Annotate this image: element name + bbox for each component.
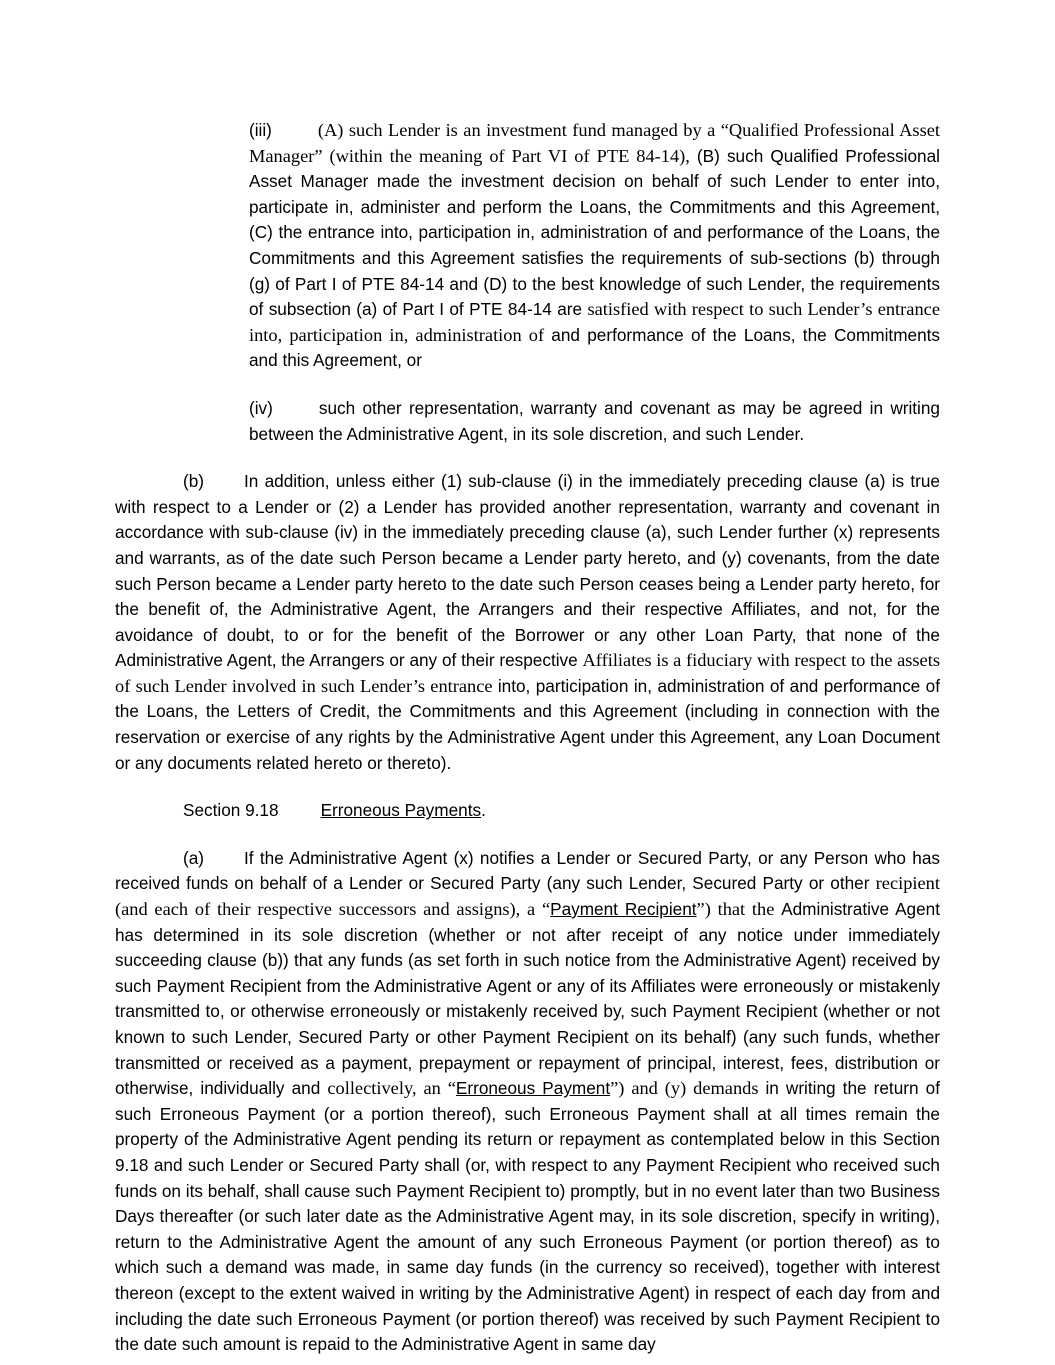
document-body — [115, 118, 940, 1358]
clause-b-text-2: Affiliates is a fiduciary with respect to the assets of such Lender involved in such Lender’s entrance — [115, 650, 940, 696]
clause-marker-iv: (iv) — [249, 397, 273, 418]
paragraph-clause-b — [115, 469, 940, 776]
clause-iii-text-1: (A) such Lender is an investment fund managed by a “Qualified Professional Asset Manager” (within the meaning of Part VI of PTE 84-14), — [249, 120, 940, 166]
clause-marker-a: (a) — [183, 847, 205, 868]
paragraph-clause-iv — [249, 396, 940, 447]
section-number: Section 9.18 — [183, 800, 279, 821]
clause-iii-text-4: and performance of the Loans, the Commitments and this Agreement, or — [249, 324, 940, 371]
clause-a-text-7: in writing the return of such Erroneous Payment (or a portion thereof), such Erroneous Payment shall at all times remain the property of the Administrative Agent pending its return or repayment as contemplated below in this Section 9.18 and such Lender or Secured Party shall (or, with respect to any Payment Recipient who received such funds on its behalf, shall cause such Payment Recipient to) promptly, but in no event later than two Business Days thereafter (or such later date as the Administrative Agent may, in its sole discretion, specify in writing), return to the Administrative Agent the amount of any such Erroneous Payment (or portion thereof) as to which such a demand was made, in same day funds (in the currency so received), together with interest thereon (except to the extent waived in writing by the Administrative Agent) in respect of each day from and including the date such Erroneous Payment (or portion thereof) was received by such Payment Recipient to the date such amount is repaid to the Administrative Agent in same day — [115, 1078, 940, 1355]
clause-iii-text-3: satisfied with respect to such Lender’s entrance into, participation in, administration of — [249, 299, 940, 345]
clause-b-text-3: into, participation in, administration of and performance of the Loans, the Letters of Credit, the Commitments and this Agreement (including in connection with the reservation or exercise of any rights by the Administrative Agent under this Agreement, any Loan Document or any documents related hereto or thereto). — [115, 675, 940, 773]
paragraph-clause-iii — [249, 118, 940, 374]
section-heading — [115, 798, 940, 824]
clause-a-text-2: recipient (and each of their respective successors and assigns), a “ — [115, 873, 940, 920]
section-title: Erroneous Payments — [320, 800, 482, 821]
defined-term-payment-recipient: Payment Recipient — [550, 899, 697, 920]
section-title-suffix: . — [481, 800, 486, 821]
paragraph-section-clause-a — [115, 846, 940, 1358]
clause-a-text-3: ”) that the — [696, 899, 782, 920]
clause-a-text-1: If the Administrative Agent (x) notifies a Lender or Secured Party, or any Person who has received funds on behalf of a Lender or Secured Party (any such Lender, Secured Party or other — [115, 847, 940, 894]
clause-marker-b: (b) — [183, 471, 205, 492]
clause-a-text-6: ”) and (y) demands — [610, 1078, 766, 1099]
defined-term-erroneous-payment: Erroneous Payment — [455, 1078, 611, 1099]
clause-a-text-4: Administrative Agent has determined in its sole discretion (whether or not after receipt of any notice under immediately succeeding clause (b)) that any funds (as set forth in such notice from the Administrative Agent) received by such Payment Recipient from the Administrative Agent or any of its Affiliates were erroneously or mistakenly transmitted to, or otherwise erroneously or mistakenly received by, such Payment Recipient (whether or not known to such Lender, Secured Party or other Payment Recipient on its behalf) (any such funds, whether transmitted or received as a payment, prepayment or repayment of principal, interest, fees, distribution or otherwise, individually and — [115, 899, 940, 1099]
clause-iv-text-1: such other representation, warranty and covenant as may be agreed in writing between the Administrative Agent, in its sole discretion, and such Lender. — [249, 397, 940, 444]
clause-marker-iii: (iii) — [249, 120, 272, 140]
clause-b-text-1: In addition, unless either (1) sub-clause (i) in the immediately preceding clause (a) is true with respect to a Lender or (2) a Lender has provided another representation, warranty and covenant in accordance with sub-clause (iv) in the immediately preceding clause (a), such Lender further (x) represents and warrants, as of the date such Person became a Lender party hereto, and (y) covenants, from the date such Person became a Lender party hereto to the date such Person ceases being a Lender party hereto, for the benefit of, the Administrative Agent, the Arrangers and their respective Affiliates, and not, for the avoidance of doubt, to or for the benefit of the Borrower or any other Loan Party, that none of the Administrative Agent, the Arrangers or any of their respective — [115, 471, 940, 671]
clause-iii-text-2: (B) such Qualified Professional Asset Manager made the investment decision on behalf of such Lender to enter into, participate in, administer and perform the Loans, the Commitments and this Agreement, (C) the entrance into, participation in, administration of and performance of the Loans, the Commitments and this Agreement satisfies the requirements of sub-sections (b) through (g) of Part I of PTE 84-14 and (D) to the best knowledge of such Lender, the requirements of subsection (a) of Part I of PTE 84-14 are — [249, 145, 940, 320]
clause-a-text-5: collectively, an “ — [327, 1078, 456, 1099]
